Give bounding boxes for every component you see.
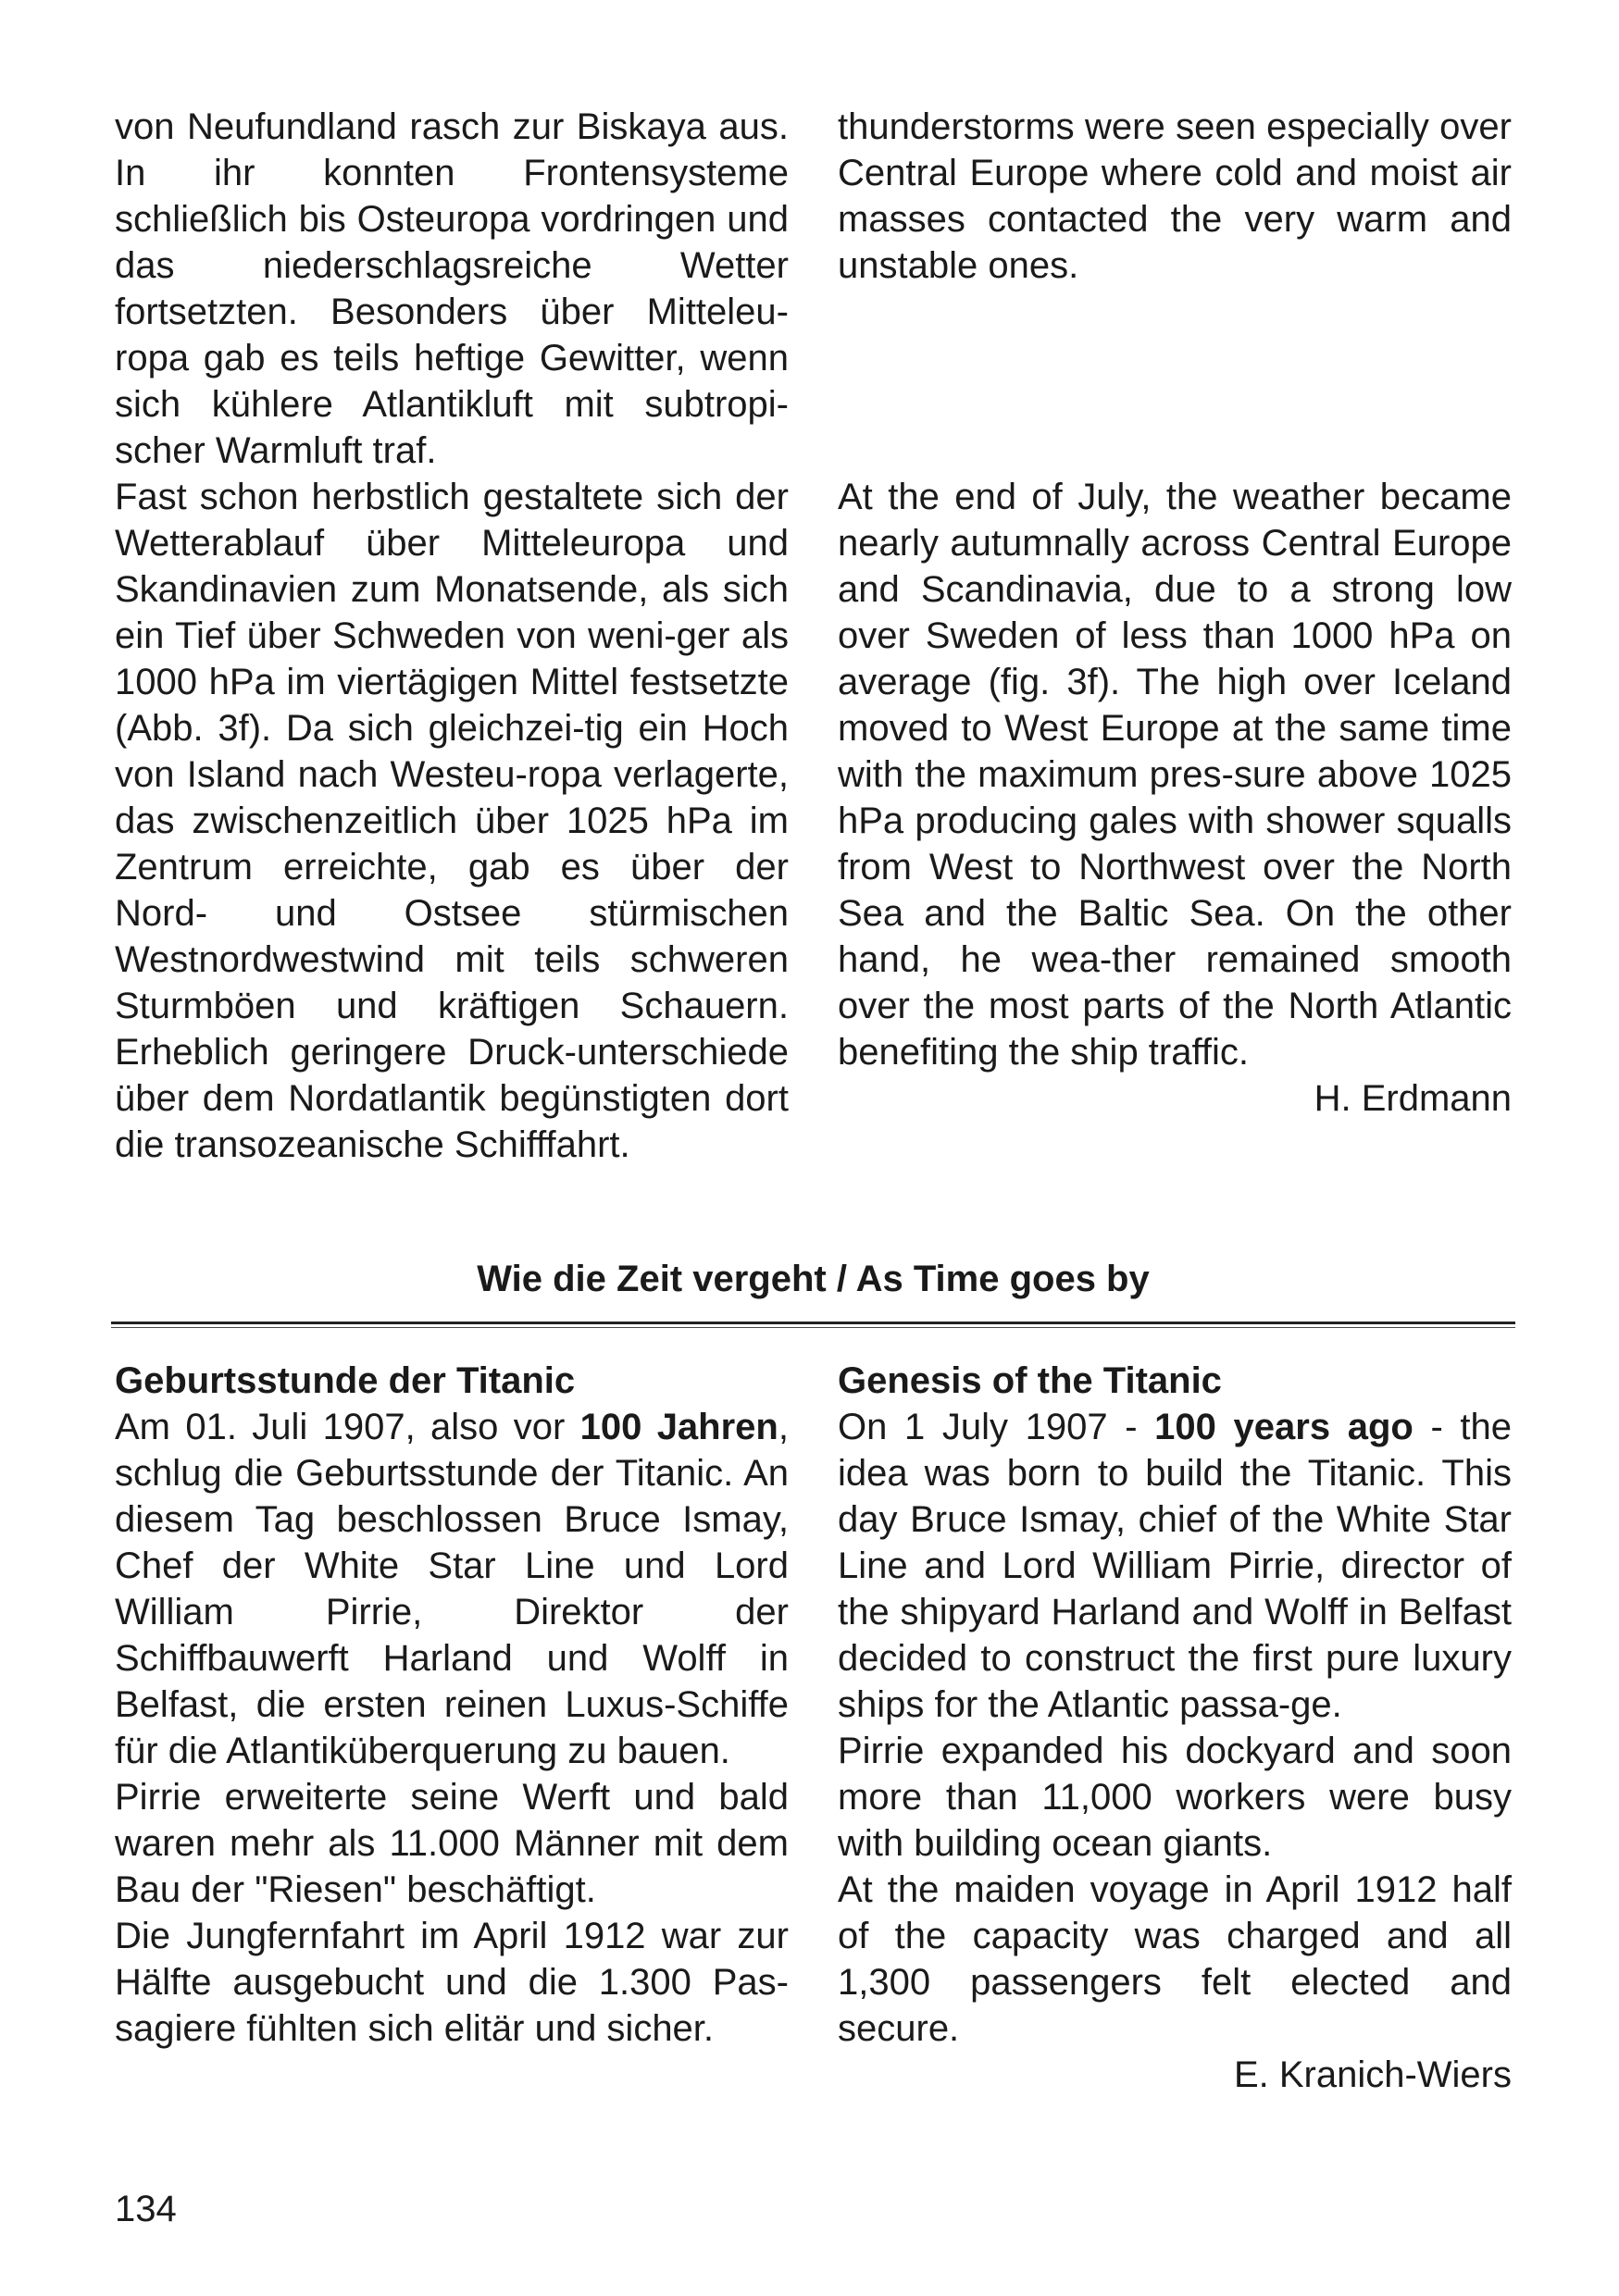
article-paragraph-de-2: Pirrie erweiterte seine Werft und bald waren mehr als 11.000 Männer mit dem Bau der "Riesen" beschäftigt. xyxy=(115,1777,789,1910)
article-paragraph-en-2: Pirrie expanded his dockyard and soon more than 11,000 workers were busy with building ocean giants. xyxy=(838,1731,1512,1864)
article-paragraph-de-3: Die Jungfernfahrt im April 1912 war zur Hälfte ausgebucht und die 1.300 Pas-sagiere fühlten sich elitär und sicher. xyxy=(115,1916,789,2049)
article-title-de: Geburtsstunde der Titanic xyxy=(115,1360,576,1401)
weather-paragraph-en-2: At the end of July, the weather became nearly autumnally across Central Europe and Scandinavia, due to a strong low over Sweden of less than 1000 hPa on average (fig. 3f). The high over Iceland moved to West Europe at the same time with the maximum pres-sure above 1025 hPa producing gales with shower squalls from West to Northwest over the North Sea and the Baltic Sea. On the other hand, he wea-ther remained smooth over the most parts of the North Atlantic benefiting the ship traffic. xyxy=(838,477,1512,1073)
top-right-column-part1 xyxy=(838,104,1512,289)
emphasis-100-jahren: 100 Jahren xyxy=(579,1407,778,1447)
top-left-column xyxy=(115,104,789,1168)
article-paragraph-de-1: Am 01. Juli 1907, also vor 100 Jahren, schlug die Geburtsstunde der Titanic. An diesem Tag beschlossen Bruce Ismay, Chef der White Star Line und Lord William Pirrie, Direktor der Schiffbauwerft Harland und Wolff in Belfast, die ersten reinen Luxus-Schiffe für die Atlantiküberquerung zu bauen. xyxy=(115,1407,789,1771)
top-right-column-part2 xyxy=(838,474,1512,1122)
weather-paragraph-en-1: thunderstorms were seen especially over Central Europe where cold and moist air masses contacted the very warm and unstable ones. xyxy=(838,106,1512,286)
article-paragraph-en-1: On 1 July 1907 - 100 years ago - the idea was born to build the Titanic. This day Bruce Ismay, chief of the White Star Line and Lord William Pirrie, director of the shipyard Harland and Wolff in Belfast decided to construct the first pure luxury ships for the Atlantic passa-ge. xyxy=(838,1407,1513,1725)
article-paragraph-en-3: At the maiden voyage in April 1912 half of the capacity was charged and all 1,300 passengers felt elected and secure. xyxy=(838,1869,1512,2049)
author-signature-kranich-wiers: E. Kranich-Wiers xyxy=(1233,2054,1512,2095)
article-title-en: Genesis of the Titanic xyxy=(838,1360,1222,1401)
section-heading: Wie die Zeit vergeht / As Time goes by xyxy=(477,1259,1150,1299)
section-divider-thick xyxy=(111,1322,1515,1324)
weather-paragraph-de-2: Fast schon herbstlich gestaltete sich der Wetterablauf über Mitteleuropa und Skandinavien zum Monatsende, als sich ein Tief über Schweden von weni-ger als 1000 hPa im viertägigen Mittel festsetzte (Abb. 3f). Da sich gleichzei-tig ein Hoch von Island nach Westeu-ropa verlagerte, das zwischenzeitlich über 1025 hPa im Zentrum erreichte, gab es über der Nord- und Ostsee stürmischen Westnordwestwind mit teils schweren Sturmböen und kräftigen Schauern. Erheblich geringere Druck-unterschiede über dem Nordatlantik begünstigten dort die transozeanische Schifffahrt. xyxy=(115,477,789,1165)
section-divider-thin xyxy=(111,1327,1515,1328)
article-de xyxy=(115,1358,789,2052)
emphasis-100-years-ago: 100 years ago xyxy=(1154,1407,1414,1447)
author-signature-erdmann: H. Erdmann xyxy=(1314,1078,1512,1119)
weather-paragraph-de-1: von Neufundland rasch zur Biskaya aus. In ihr konnten Frontensysteme schließlich bis Osteuropa vordringen und das niederschlagsreiche Wetter fortsetzten. Besonders über Mitteleu-ropa gab es teils heftige Gewitter, wenn sich kühlere Atlantikluft mit subtropi-scher Warmluft traf. xyxy=(115,106,789,471)
article-en xyxy=(838,1358,1512,2098)
page-number: 134 xyxy=(115,2189,177,2229)
